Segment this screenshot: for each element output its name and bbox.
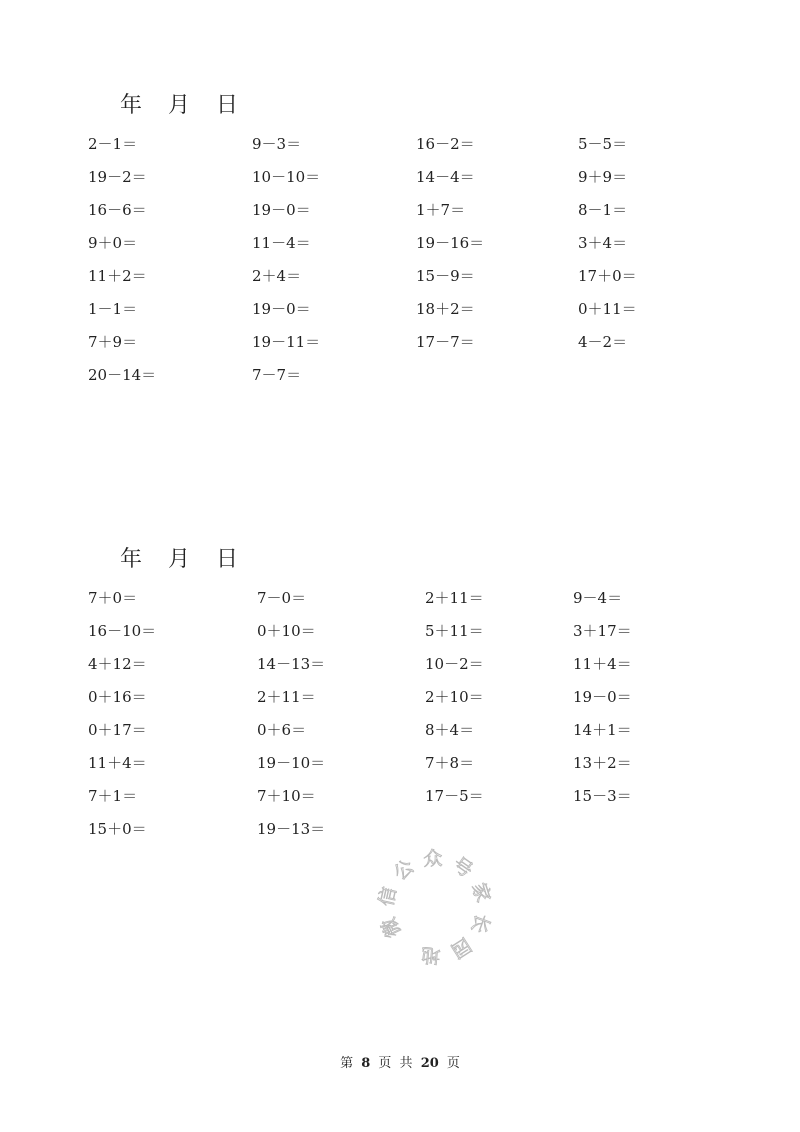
year-label: 年 — [120, 93, 143, 118]
arithmetic-problem: 1＋7＝ — [416, 201, 466, 219]
svg-text:微: 微 — [377, 914, 406, 941]
day-label: 日 — [216, 547, 239, 572]
year-label: 年 — [120, 547, 143, 572]
arithmetic-problem: 4＋12＝ — [88, 655, 147, 673]
arithmetic-problem: 14－13＝ — [257, 655, 326, 673]
arithmetic-problem: 19－2＝ — [88, 168, 147, 186]
arithmetic-problem: 0＋17＝ — [88, 721, 147, 739]
month-label: 月 — [168, 93, 191, 118]
arithmetic-problem: 17＋0＝ — [578, 267, 637, 285]
arithmetic-problem: 11－4＝ — [252, 234, 311, 252]
footer-prefix: 第 — [340, 1056, 354, 1071]
page-footer — [0, 1052, 800, 1071]
arithmetic-problem: 8＋4＝ — [425, 721, 475, 739]
arithmetic-problem: 19－10＝ — [257, 754, 326, 772]
arithmetic-problem: 9＋0＝ — [88, 234, 138, 252]
arithmetic-problem: 11＋4＝ — [573, 655, 632, 673]
problem-grid-2 — [88, 587, 693, 851]
arithmetic-problem: 16－2＝ — [416, 135, 475, 153]
arithmetic-problem: 7＋10＝ — [257, 787, 316, 805]
arithmetic-problem: 2－1＝ — [88, 135, 138, 153]
arithmetic-problem: 0＋10＝ — [257, 622, 316, 640]
svg-text:众: 众 — [422, 847, 443, 871]
arithmetic-problem: 9－4＝ — [573, 589, 623, 607]
problem-grid-1 — [88, 133, 698, 397]
arithmetic-problem: 19－16＝ — [416, 234, 485, 252]
arithmetic-problem: 14－4＝ — [416, 168, 475, 186]
arithmetic-problem: 7－7＝ — [252, 366, 302, 384]
arithmetic-problem: 0＋6＝ — [257, 721, 307, 739]
svg-text:园: 园 — [446, 933, 475, 962]
arithmetic-problem: 11＋4＝ — [88, 754, 147, 772]
arithmetic-problem: 4－2＝ — [578, 333, 628, 351]
arithmetic-problem: 0＋11＝ — [578, 300, 637, 318]
arithmetic-problem: 3＋4＝ — [578, 234, 628, 252]
footer-middle: 页 共 — [378, 1056, 413, 1071]
arithmetic-problem: 11＋2＝ — [88, 267, 147, 285]
arithmetic-problem: 9＋9＝ — [578, 168, 628, 186]
date-header-1 — [120, 88, 238, 119]
arithmetic-problem: 7＋8＝ — [425, 754, 475, 772]
arithmetic-problem: 10－10＝ — [252, 168, 321, 186]
arithmetic-problem: 5－5＝ — [578, 135, 628, 153]
watermark-stamp — [365, 845, 505, 969]
arithmetic-problem: 13＋2＝ — [573, 754, 632, 772]
arithmetic-problem: 14＋1＝ — [573, 721, 632, 739]
arithmetic-problem: 19－11＝ — [252, 333, 321, 351]
arithmetic-problem: 17－7＝ — [416, 333, 475, 351]
date-header-2 — [120, 542, 238, 573]
svg-text:信: 信 — [375, 884, 401, 909]
arithmetic-problem: 17－5＝ — [425, 787, 484, 805]
arithmetic-problem: 20－14＝ — [88, 366, 157, 384]
arithmetic-problem: 19－13＝ — [257, 820, 326, 838]
page-total: 20 — [420, 1056, 439, 1071]
arithmetic-problem: 19－0＝ — [252, 300, 311, 318]
arithmetic-problem: 7＋0＝ — [88, 589, 138, 607]
arithmetic-problem: 8－1＝ — [578, 201, 628, 219]
arithmetic-problem: 15＋0＝ — [88, 820, 147, 838]
arithmetic-problem: 19－0＝ — [252, 201, 311, 219]
arithmetic-problem: 18＋2＝ — [416, 300, 475, 318]
arithmetic-problem: 7＋1＝ — [88, 787, 138, 805]
arithmetic-problem: 5＋11＝ — [425, 622, 484, 640]
svg-text:号: 号 — [448, 853, 477, 883]
arithmetic-problem: 2＋11＝ — [257, 688, 316, 706]
arithmetic-problem: 15－9＝ — [416, 267, 475, 285]
month-label: 月 — [168, 547, 191, 572]
arithmetic-problem: 1－1＝ — [88, 300, 138, 318]
arithmetic-problem: 15－3＝ — [573, 787, 632, 805]
svg-text:公: 公 — [389, 855, 419, 885]
arithmetic-problem: 7－0＝ — [257, 589, 307, 607]
svg-text:地: 地 — [420, 943, 442, 967]
arithmetic-problem: 7＋9＝ — [88, 333, 138, 351]
arithmetic-problem: 2＋10＝ — [425, 688, 484, 706]
arithmetic-problem: 16－10＝ — [88, 622, 157, 640]
arithmetic-problem: 0＋16＝ — [88, 688, 147, 706]
arithmetic-problem: 9－3＝ — [252, 135, 302, 153]
arithmetic-problem: 3＋17＝ — [573, 622, 632, 640]
arithmetic-problem: 16－6＝ — [88, 201, 147, 219]
day-label: 日 — [216, 93, 239, 118]
page-number: 8 — [361, 1056, 371, 1071]
svg-text:长: 长 — [466, 910, 494, 937]
svg-text:家: 家 — [467, 880, 495, 905]
arithmetic-problem: 2＋4＝ — [252, 267, 302, 285]
arithmetic-problem: 19－0＝ — [573, 688, 632, 706]
footer-suffix: 页 — [446, 1056, 460, 1071]
arithmetic-problem: 2＋11＝ — [425, 589, 484, 607]
arithmetic-problem: 10－2＝ — [425, 655, 484, 673]
